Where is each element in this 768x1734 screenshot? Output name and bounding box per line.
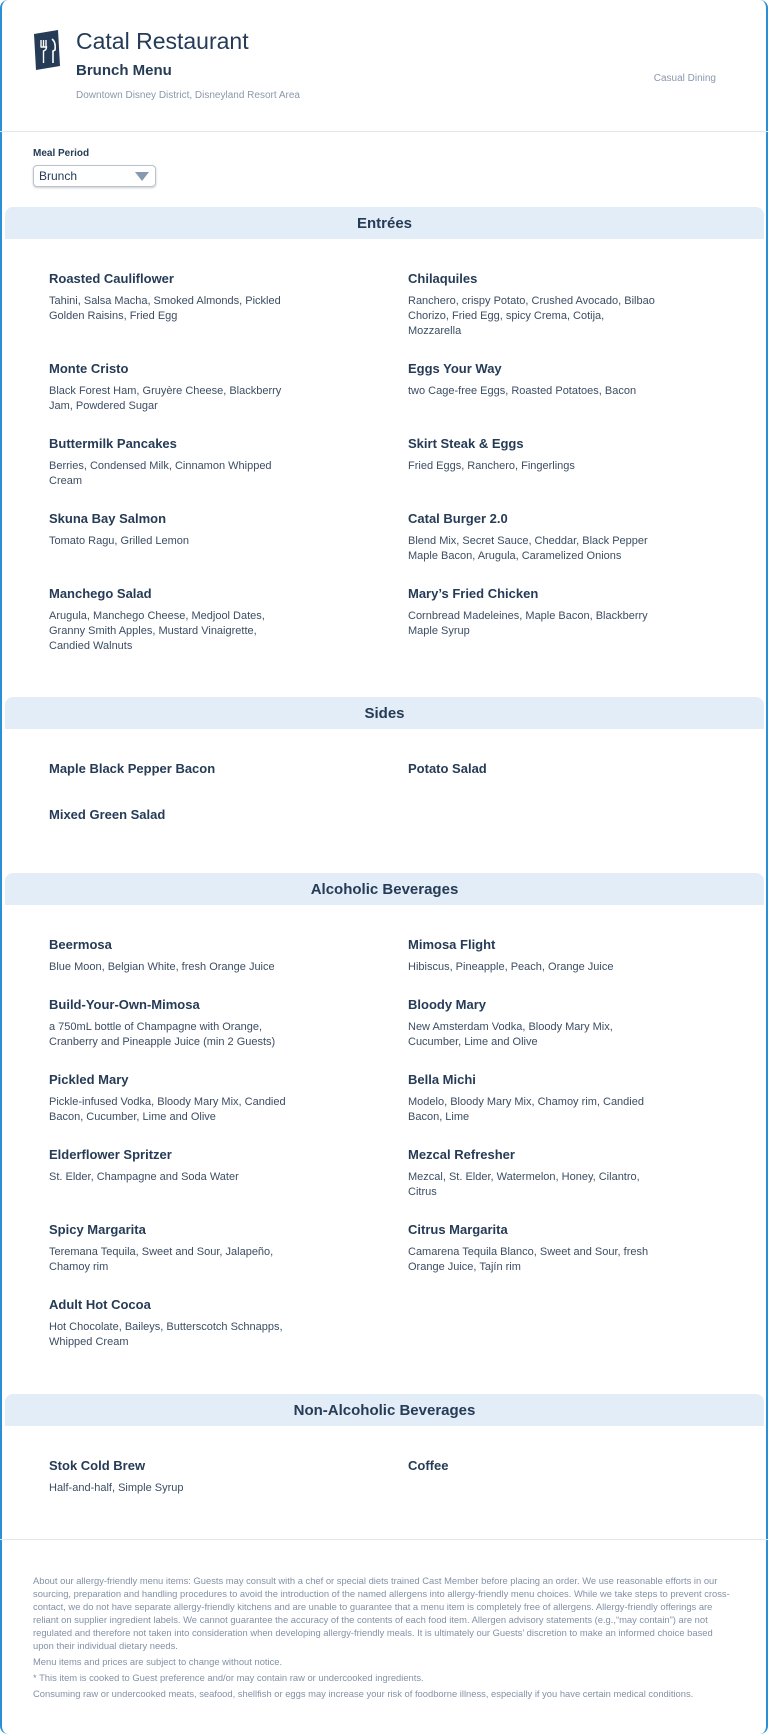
menu-item-name: Chilaquiles bbox=[408, 271, 478, 286]
menu-item-description: St. Elder, Champagne and Soda Water bbox=[49, 1171, 239, 1183]
menu-item-name: Stok Cold Brew bbox=[49, 1458, 146, 1473]
section-header-entrees: Entrées bbox=[5, 207, 764, 239]
menu-item-name: Citrus Margarita bbox=[408, 1222, 508, 1237]
menu-item bbox=[408, 271, 658, 339]
menu-item-name: Eggs Your Way bbox=[408, 361, 502, 376]
menu-item-description: Mezcal, St. Elder, Watermelon, Honey, Cilantro, Citrus bbox=[408, 1171, 640, 1198]
menu-item-name: Mary’s Fried Chicken bbox=[408, 586, 539, 601]
menu-item-description: Teremana Tequila, Sweet and Sour, Jalapeño, Chamoy rim bbox=[49, 1246, 274, 1273]
footer-disclaimer bbox=[33, 1574, 735, 1703]
menu-item-name: Adult Hot Cocoa bbox=[49, 1297, 151, 1312]
menu-item bbox=[49, 586, 299, 654]
price-notice: Menu items and prices are subject to change without notice. bbox=[33, 1656, 283, 1667]
meal-period-label: Meal Period bbox=[33, 148, 90, 159]
menu-item-description: two Cage-free Eggs, Roasted Potatoes, Bacon bbox=[408, 385, 637, 397]
menu-item-description: Tahini, Salsa Macha, Smoked Almonds, Pickled Golden Raisins, Fried Egg bbox=[49, 295, 281, 322]
menu-item bbox=[408, 361, 658, 399]
menu-item-name: Elderflower Spritzer bbox=[49, 1147, 172, 1162]
menu-item-name: Mimosa Flight bbox=[408, 937, 496, 952]
menu-item bbox=[408, 1147, 658, 1200]
menu-item bbox=[49, 361, 299, 414]
menu-item bbox=[408, 586, 658, 639]
menu-item-description: Blue Moon, Belgian White, fresh Orange Juice bbox=[49, 961, 275, 973]
menu-item bbox=[49, 1458, 299, 1496]
dining-category: Casual Dining bbox=[653, 73, 716, 84]
menu-item-name: Potato Salad bbox=[408, 761, 487, 776]
section-header-sides: Sides bbox=[5, 697, 764, 729]
menu-item-description: Fried Eggs, Ranchero, Fingerlings bbox=[408, 460, 575, 472]
menu-item-name: Roasted Cauliflower bbox=[49, 271, 174, 286]
menu-item bbox=[49, 997, 299, 1050]
menu-item-name: Coffee bbox=[408, 1458, 449, 1473]
menu-item-description: Hibiscus, Pineapple, Peach, Orange Juice bbox=[408, 961, 614, 973]
section-header-alcoholic-beverages: Alcoholic Beverages bbox=[5, 873, 764, 905]
menu-item bbox=[49, 1222, 299, 1275]
menu-item bbox=[49, 761, 299, 777]
meal-period-value: Brunch bbox=[39, 169, 78, 183]
restaurant-header bbox=[0, 0, 768, 132]
allergy-notice: About our allergy-friendly menu items: Guests may consult with a chef or special diets trained Cast Member before placing an order. We use reasonable efforts in our sourcing, preparation and handling procedures to avoid the introduction of the named allergens into allergy-friendly menu choices. While we take steps to prevent cross-contact, we do not have separate allergy-friendly kitchens and are unable to guarantee that a menu item is completely free of allergens. Allergy-friendly offerings are reliant on supplier ingredient labels. We cannot guarantee the accuracy of the contents of each food item. Allergen advisory statements (e.g.,“may contain”) are not regulated and therefore not taken into consideration when developing allergy-friendly meals. It is ultimately our Guests’ discretion to make an informed choice based upon their individual dietary needs. bbox=[33, 1575, 730, 1651]
menu-item bbox=[408, 1458, 658, 1474]
menu-item-name: Spicy Margarita bbox=[49, 1222, 146, 1237]
menu-item bbox=[408, 1072, 658, 1125]
menu-item-name: Build-Your-Own-Mimosa bbox=[49, 997, 200, 1012]
menu-item-name: Monte Cristo bbox=[49, 361, 129, 376]
menu-item-description: Arugula, Manchego Cheese, Medjool Dates, Granny Smith Apples, Mustard Vinaigrette, Candied Walnuts bbox=[49, 610, 265, 652]
menu-item-name: Pickled Mary bbox=[49, 1072, 129, 1087]
menu-item-description: Ranchero, crispy Potato, Crushed Avocado, Bilbao Chorizo, Fried Egg, spicy Crema, Cotija, Mozzarella bbox=[408, 295, 655, 337]
menu-item bbox=[408, 937, 658, 975]
menu-item-description: Pickle-infused Vodka, Bloody Mary Mix, Candied Bacon, Cucumber, Lime and Olive bbox=[49, 1096, 286, 1123]
menu-item bbox=[49, 511, 299, 549]
menu-item bbox=[408, 997, 658, 1050]
meal-period-group bbox=[33, 148, 156, 187]
utensils-icon bbox=[32, 30, 62, 70]
menu-item-description: a 750mL bottle of Champagne with Orange, Cranberry and Pineapple Juice (min 2 Guests) bbox=[49, 1021, 276, 1048]
menu-item-description: New Amsterdam Vodka, Bloody Mary Mix, Cucumber, Lime and Olive bbox=[408, 1021, 613, 1048]
meal-period-select[interactable] bbox=[33, 165, 156, 187]
cooked-notice: * This item is cooked to Guest preference and/or may contain raw or undercooked ingredients. bbox=[33, 1672, 424, 1683]
menu-item-description: Modelo, Bloody Mary Mix, Chamoy rim, Candied Bacon, Lime bbox=[408, 1096, 644, 1123]
menu-item-name: Mezcal Refresher bbox=[408, 1147, 515, 1162]
menu-item-description: Blend Mix, Secret Sauce, Cheddar, Black Pepper Maple Bacon, Arugula, Caramelized Onions bbox=[408, 535, 648, 562]
menu-item bbox=[408, 761, 658, 777]
menu-item bbox=[49, 937, 299, 975]
menu-item-name: Buttermilk Pancakes bbox=[49, 436, 177, 451]
menu-item-description: Half-and-half, Simple Syrup bbox=[49, 1482, 184, 1494]
menu-item bbox=[49, 436, 299, 489]
menu-item-name: Beermosa bbox=[49, 937, 112, 952]
menu-item bbox=[49, 1297, 299, 1350]
menu-item-description: Cornbread Madeleines, Maple Bacon, Blackberry Maple Syrup bbox=[408, 610, 648, 637]
menu-item-description: Tomato Ragu, Grilled Lemon bbox=[49, 535, 190, 547]
menu-item bbox=[49, 807, 299, 823]
restaurant-name: Catal Restaurant bbox=[76, 28, 249, 54]
menu-item-name: Skirt Steak & Eggs bbox=[408, 436, 524, 451]
menu-item bbox=[408, 1222, 658, 1275]
menu-item-name: Mixed Green Salad bbox=[49, 807, 166, 822]
menu-item-name: Bloody Mary bbox=[408, 997, 487, 1012]
menu-item bbox=[49, 271, 299, 324]
menu-item-description: Camarena Tequila Blanco, Sweet and Sour, fresh Orange Juice, Tajín rim bbox=[408, 1246, 649, 1273]
menu-item bbox=[408, 436, 658, 474]
menu-item-name: Manchego Salad bbox=[49, 586, 152, 601]
menu-item-name: Skuna Bay Salmon bbox=[49, 511, 167, 526]
section-header-non-alcoholic-beverages: Non-Alcoholic Beverages bbox=[5, 1394, 764, 1426]
menu-item-description: Black Forest Ham, Gruyère Cheese, Blackberry Jam, Powdered Sugar bbox=[49, 385, 282, 412]
restaurant-location: Downtown Disney District, Disneyland Resort Area bbox=[76, 90, 300, 101]
menu-item-description: Berries, Condensed Milk, Cinnamon Whipped Cream bbox=[49, 460, 272, 487]
menu-item-name: Bella Michi bbox=[408, 1072, 476, 1087]
menu-item-name: Maple Black Pepper Bacon bbox=[49, 761, 216, 776]
menu-item bbox=[49, 1072, 299, 1125]
menu-title: Brunch Menu bbox=[76, 62, 172, 79]
menu-item-name: Catal Burger 2.0 bbox=[408, 511, 508, 526]
footer-divider bbox=[0, 1539, 768, 1540]
raw-food-warning: Consuming raw or undercooked meats, seafood, shellfish or eggs may increase your risk of foodborne illness, especially if you have certain medical conditions. bbox=[33, 1688, 694, 1699]
menu-item-description: Hot Chocolate, Baileys, Butterscotch Schnapps, Whipped Cream bbox=[49, 1321, 283, 1348]
chevron-down-icon bbox=[135, 172, 149, 181]
menu-item bbox=[49, 1147, 299, 1185]
menu-item bbox=[408, 511, 658, 564]
